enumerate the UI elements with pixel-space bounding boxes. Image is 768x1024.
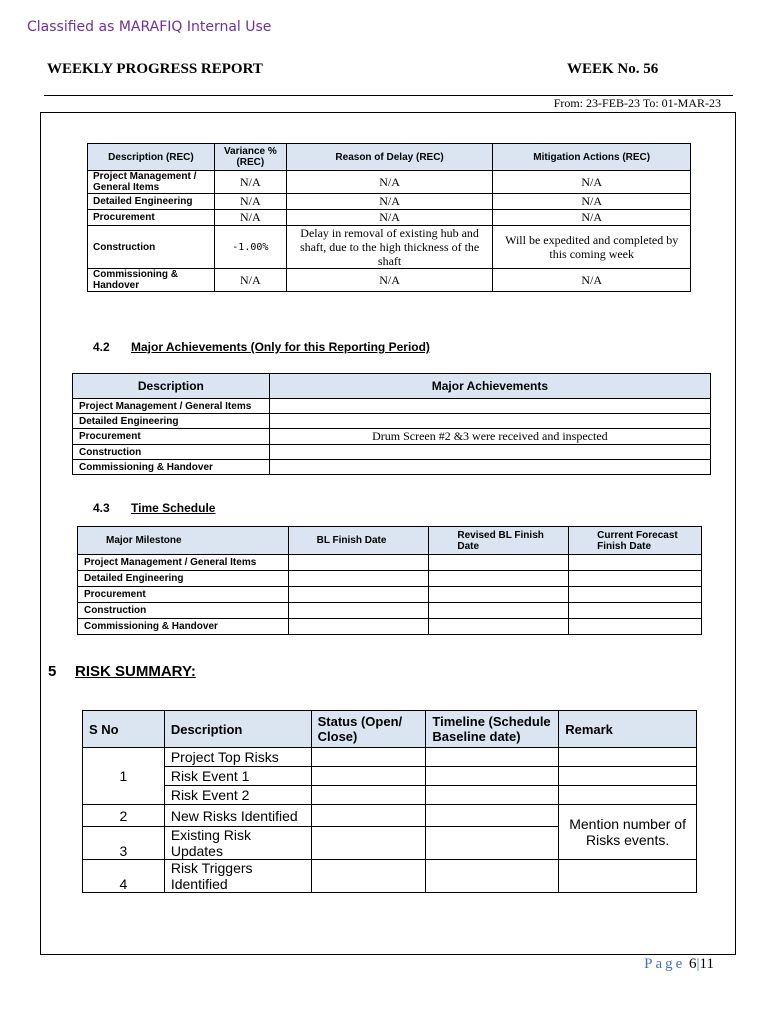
total-pages: 11 bbox=[699, 956, 714, 972]
forecast-finish-cell bbox=[569, 571, 702, 587]
variance-cell: N/A bbox=[214, 210, 286, 226]
bl-finish-cell bbox=[288, 571, 429, 587]
table-row bbox=[78, 555, 702, 571]
table-header-row bbox=[83, 711, 697, 748]
reason-cell: N/A bbox=[286, 210, 493, 226]
serial-number: 2 bbox=[83, 805, 165, 827]
variance-cell: N/A bbox=[214, 194, 286, 210]
row-label: Project Management / General Items bbox=[88, 171, 215, 194]
achievement-cell bbox=[269, 445, 710, 460]
table-row bbox=[83, 748, 697, 767]
table-row bbox=[83, 786, 697, 805]
variance-cell: N/A bbox=[214, 269, 286, 292]
column-header: S No bbox=[83, 711, 165, 748]
status-cell bbox=[311, 767, 426, 786]
status-cell bbox=[311, 748, 426, 767]
column-header: Description bbox=[73, 374, 270, 399]
forecast-finish-cell bbox=[569, 555, 702, 571]
mitigation-cell: N/A bbox=[493, 194, 691, 210]
reason-cell: Delay in removal of existing hub and shaft, due to the high thickness of the shaft bbox=[286, 226, 493, 269]
remark-cell bbox=[559, 786, 697, 805]
revised-finish-cell bbox=[429, 603, 569, 619]
column-header: Major Achievements bbox=[269, 374, 710, 399]
serial-number: 1 bbox=[83, 748, 165, 805]
reason-cell: N/A bbox=[286, 194, 493, 210]
risk-description: Risk Event 2 bbox=[164, 786, 311, 805]
serial-number: 4 bbox=[83, 860, 165, 893]
column-header: Mitigation Actions (REC) bbox=[493, 144, 691, 171]
section-title: RISK SUMMARY: bbox=[75, 663, 196, 680]
table-row bbox=[73, 399, 711, 414]
table-row bbox=[78, 619, 702, 635]
remark-cell bbox=[559, 860, 697, 893]
achievement-cell bbox=[269, 414, 710, 429]
time-schedule-table bbox=[77, 526, 702, 635]
report-title: WEEKLY PROGRESS REPORT bbox=[47, 61, 263, 77]
column-header: Current Forecast Finish Date bbox=[569, 527, 702, 555]
row-label: Construction bbox=[78, 603, 289, 619]
mitigation-cell: N/A bbox=[493, 210, 691, 226]
bl-finish-cell bbox=[288, 619, 429, 635]
table-row bbox=[88, 226, 691, 269]
table-row bbox=[83, 860, 697, 893]
status-cell bbox=[311, 827, 426, 860]
page-word: Page bbox=[644, 956, 686, 972]
timeline-cell bbox=[426, 767, 559, 786]
mitigation-cell: N/A bbox=[493, 269, 691, 292]
column-header: Status (Open/ Close) bbox=[311, 711, 426, 748]
revised-finish-cell bbox=[429, 555, 569, 571]
remark-cell: Mention number of Risks events. bbox=[559, 805, 697, 860]
table-row bbox=[78, 587, 702, 603]
column-header: Revised BL Finish Date bbox=[429, 527, 569, 555]
table-row bbox=[78, 571, 702, 587]
table-row bbox=[83, 805, 697, 827]
risk-description: New Risks Identified bbox=[164, 805, 311, 827]
risk-description: Project Top Risks bbox=[164, 748, 311, 767]
risk-description: Risk Triggers Identified bbox=[164, 860, 311, 893]
row-label: Detailed Engineering bbox=[78, 571, 289, 587]
column-header: Major Milestone bbox=[78, 527, 289, 555]
section-number: 5 bbox=[48, 663, 57, 680]
column-header: Description bbox=[164, 711, 311, 748]
forecast-finish-cell bbox=[569, 603, 702, 619]
table-header-row bbox=[88, 144, 691, 171]
timeline-cell bbox=[426, 748, 559, 767]
section-heading-5 bbox=[48, 663, 196, 680]
row-label: Project Management / General Items bbox=[78, 555, 289, 571]
revised-finish-cell bbox=[429, 571, 569, 587]
variance-cell: N/A bbox=[214, 171, 286, 194]
row-label: Commissioning & Handover bbox=[88, 269, 215, 292]
status-cell bbox=[311, 786, 426, 805]
achievement-cell bbox=[269, 460, 710, 475]
row-label: Construction bbox=[73, 445, 270, 460]
revised-finish-cell bbox=[429, 587, 569, 603]
timeline-cell bbox=[426, 827, 559, 860]
table-row bbox=[83, 767, 697, 786]
table-row bbox=[88, 269, 691, 292]
mitigation-cell: N/A bbox=[493, 171, 691, 194]
row-label: Construction bbox=[88, 226, 215, 269]
column-header: Variance % (REC) bbox=[214, 144, 286, 171]
status-cell bbox=[311, 860, 426, 893]
row-label: Project Management / General Items bbox=[73, 399, 270, 414]
achievements-table bbox=[72, 373, 711, 475]
report-period: From: 23-FEB-23 To: 01-MAR-23 bbox=[553, 96, 721, 110]
row-label: Commissioning & Handover bbox=[78, 619, 289, 635]
row-label: Procurement bbox=[88, 210, 215, 226]
table-header-row bbox=[73, 374, 711, 399]
remark-cell bbox=[559, 748, 697, 767]
variance-table bbox=[87, 143, 691, 292]
revised-finish-cell bbox=[429, 619, 569, 635]
page-separator: | bbox=[696, 956, 700, 972]
row-label: Detailed Engineering bbox=[73, 414, 270, 429]
timeline-cell bbox=[426, 786, 559, 805]
status-cell bbox=[311, 805, 426, 827]
week-number: WEEK No. 56 bbox=[567, 61, 659, 77]
section-heading-4-2 bbox=[93, 340, 430, 354]
row-label: Procurement bbox=[78, 587, 289, 603]
table-row bbox=[73, 460, 711, 475]
section-heading-4-3 bbox=[93, 501, 215, 515]
table-row bbox=[73, 429, 711, 445]
risk-description: Risk Event 1 bbox=[164, 767, 311, 786]
achievement-cell bbox=[269, 399, 710, 414]
row-label: Commissioning & Handover bbox=[73, 460, 270, 475]
table-row bbox=[78, 603, 702, 619]
table-row bbox=[88, 210, 691, 226]
column-header: Timeline (Schedule Baseline date) bbox=[426, 711, 559, 748]
section-title: Major Achievements (Only for this Reporting Period) bbox=[131, 340, 430, 354]
serial-number: 3 bbox=[83, 827, 165, 860]
timeline-cell bbox=[426, 860, 559, 893]
column-header: Description (REC) bbox=[88, 144, 215, 171]
timeline-cell bbox=[426, 805, 559, 827]
page-number: 6 bbox=[689, 956, 697, 972]
table-header-row bbox=[78, 527, 702, 555]
risk-summary-table bbox=[82, 710, 697, 893]
remark-cell bbox=[559, 767, 697, 786]
row-label: Detailed Engineering bbox=[88, 194, 215, 210]
column-header: Remark bbox=[559, 711, 697, 748]
row-label: Procurement bbox=[73, 429, 270, 445]
bl-finish-cell bbox=[288, 587, 429, 603]
risk-description: Existing Risk Updates bbox=[164, 827, 311, 860]
reason-cell: N/A bbox=[286, 171, 493, 194]
table-row bbox=[73, 414, 711, 429]
table-row bbox=[88, 194, 691, 210]
section-number: 4.3 bbox=[93, 501, 110, 515]
bl-finish-cell bbox=[288, 603, 429, 619]
table-row bbox=[73, 445, 711, 460]
mitigation-cell: Will be expedited and completed by this coming week bbox=[493, 226, 691, 269]
forecast-finish-cell bbox=[569, 587, 702, 603]
forecast-finish-cell bbox=[569, 619, 702, 635]
bl-finish-cell bbox=[288, 555, 429, 571]
variance-cell: -1.00% bbox=[214, 226, 286, 269]
column-header: BL Finish Date bbox=[288, 527, 429, 555]
table-row bbox=[88, 171, 691, 194]
page-footer bbox=[644, 956, 714, 973]
classification-label: Classified as MARAFIQ Internal Use bbox=[27, 19, 272, 35]
column-header: Reason of Delay (REC) bbox=[286, 144, 493, 171]
section-title: Time Schedule bbox=[131, 501, 216, 515]
reason-cell: N/A bbox=[286, 269, 493, 292]
achievement-cell: Drum Screen #2 &3 were received and inspected bbox=[269, 429, 710, 445]
section-number: 4.2 bbox=[93, 340, 110, 354]
